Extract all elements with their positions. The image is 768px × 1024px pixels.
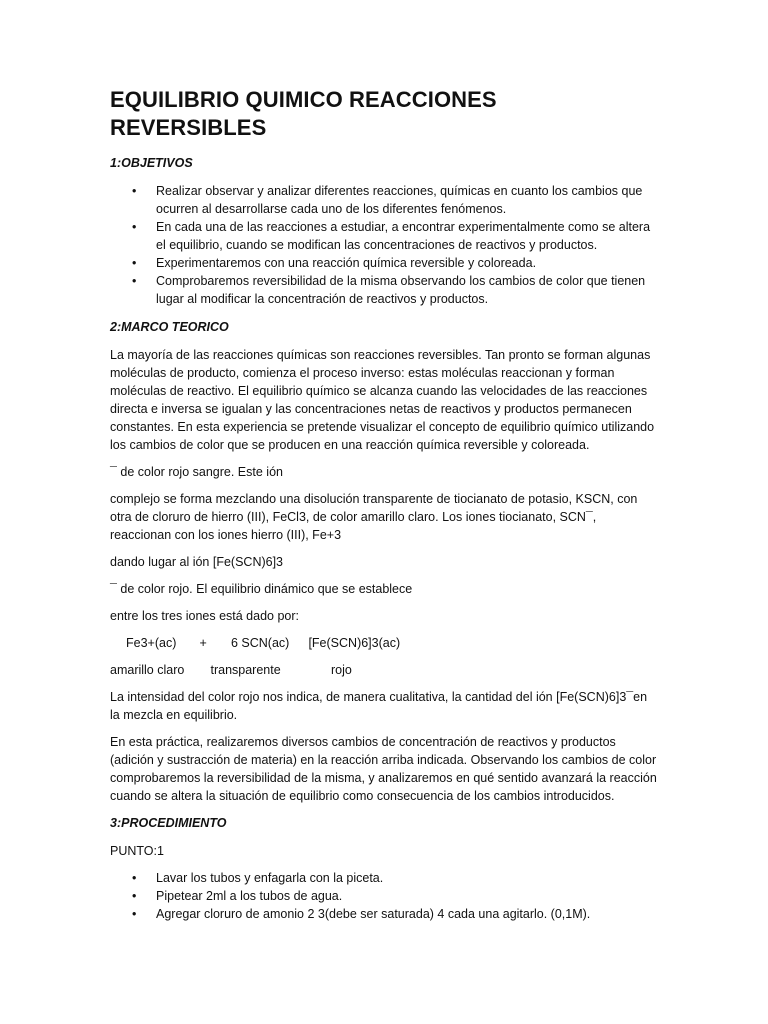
section-heading-procedimiento: 3:PROCEDIMIENTO [110,816,227,830]
paragraph: complejo se forma mezclando una disolución transparente de tiocianato de potasio, KSCN, con otra de cloruro de hierro (III), FeCl3, de color amarillo claro. Los iones tiocianato, SCN¯, reaccionan con los iones hierro (III), Fe+3 [110,492,638,542]
chemical-equation [110,634,658,652]
list-item: • En cada una de las reacciones a estudiar, a encontrar experimentalmente como se altera el equilibrio, cuando se modifican las concentraciones de reactivos y productos. [110,218,658,254]
paragraph: dando lugar al ión [Fe(SCN)6]3 [110,555,284,569]
list-item: • Lavar los tubos y enfagarla con la piceta. [110,869,658,887]
color-labels [110,661,658,679]
paragraph: ¯ de color rojo sangre. Este ión [110,465,283,479]
list-item: • Agregar cloruro de amonio 2 3(debe ser saturada) 4 cada una agitarlo. (0,1M). [110,905,658,923]
section-heading-marco-teorico: 2:MARCO TEORICO [110,320,229,334]
paragraph: ¯ de color rojo. El equilibrio dinámico que se establece [110,582,413,596]
paragraph: entre los tres iones está dado por: [110,609,300,623]
list-item: • Realizar observar y analizar diferentes reacciones, químicas en cuanto los cambios que ocurren al desarrollarse cada uno de los diferentes fenómenos. [110,182,658,218]
punto-label: PUNTO:1 [110,844,164,858]
paragraph: En esta práctica, realizaremos diversos cambios de concentración de reactivos y productos (adición y sustracción de materia) en la reacción arriba indicada. Observando los cambios de color comprobaremos la reversibilidad de la misma, y analizaremos en qué sentido avanzará la reacción cuando se altera la situación de equilibrio como consecuencia de los cambios introducidos. [110,735,657,803]
list-item: • Comprobaremos reversibilidad de la misma observando los cambios de color que tienen lugar al modificar la concentración de reactivos y productos. [110,272,658,308]
paragraph: La mayoría de las reacciones químicas son reacciones reversibles. Tan pronto se forman algunas moléculas de producto, comienza el proceso inverso: estas moléculas reaccionan y forman moléculas de reactivo. El equilibrio químico se alcanza cuando las velocidades de las reacciones directa e inversa se igualan y las concentraciones netas de reactivos y productos permanecen constantes. En esta experiencia se pretende visualizar el concepto de equilibrio químico utilizando los cambios de color que se producen en una reacción química reversible y coloreada. [110,348,655,452]
color-label-reactant-1: amarillo claro [110,663,185,677]
color-label-reactant-2: transparente [210,663,281,677]
paragraph: La intensidad del color rojo nos indica, de manera cualitativa, la cantidad del ión [Fe(SCN)6]3¯en la mezcla en equilibrio. [110,690,648,722]
document-title: EQUILIBRIO QUIMICO REACCIONES REVERSIBLES [110,87,497,140]
equation-reactant-2: 6 SCN(ac) [230,636,290,650]
equation-product: [Fe(SCN)6]3(ac) [308,636,401,650]
procedimiento-list [110,869,658,923]
equation-plus: + [199,636,207,650]
list-item: • Experimentaremos con una reacción química reversible y coloreada. [110,254,658,272]
list-item: • Pipetear 2ml a los tubos de agua. [110,887,658,905]
section-heading-objetivos: 1:OBJETIVOS [110,156,193,170]
objetivos-list [110,182,658,308]
equation-reactant-1: Fe3+(ac) [126,636,177,650]
color-label-product: rojo [330,663,352,677]
